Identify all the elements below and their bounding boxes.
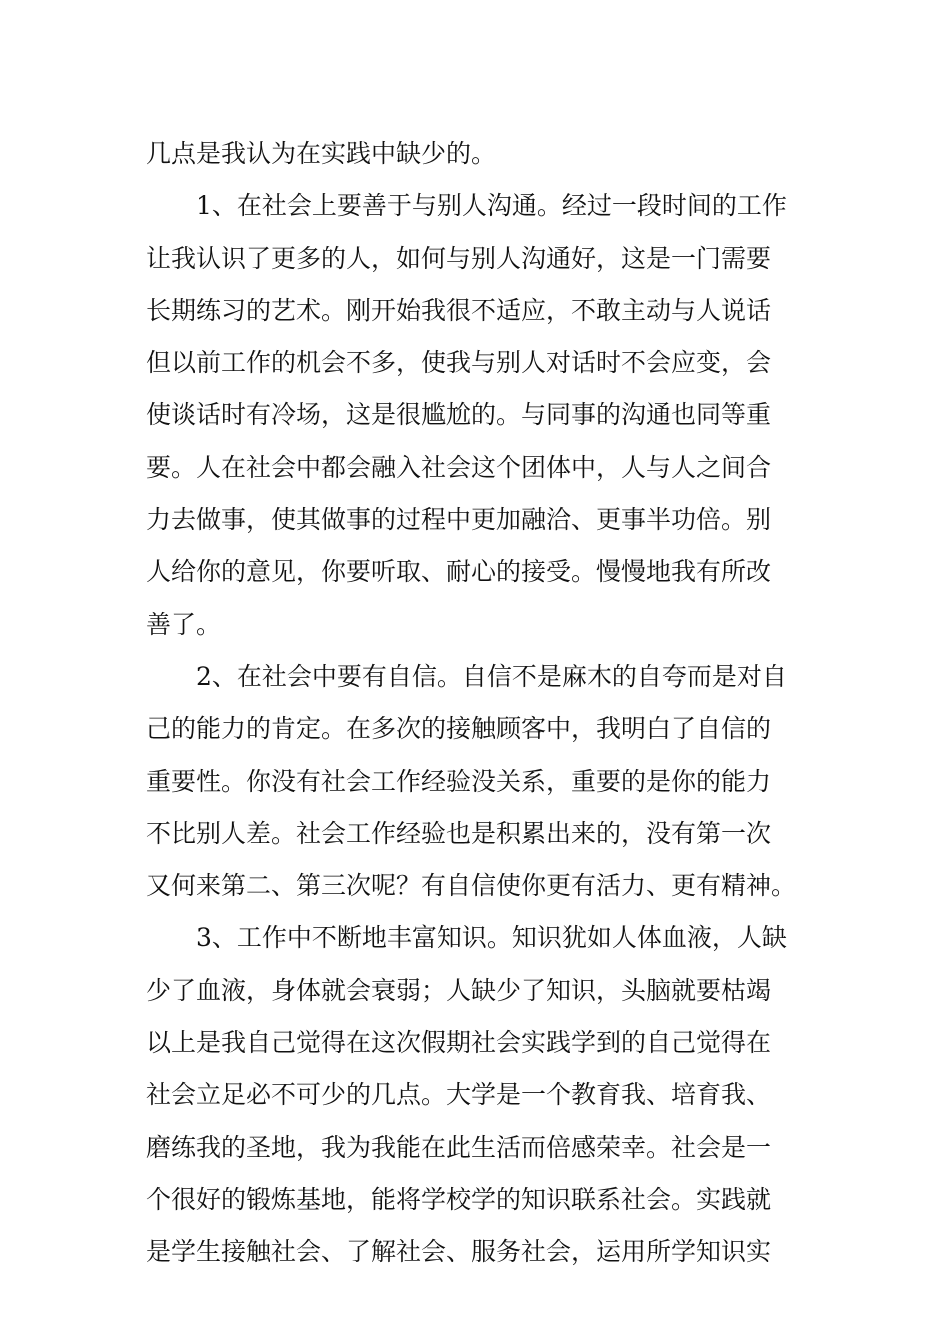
- text-line: 己的能力的肯定。在多次的接触顾客中，我明白了自信的: [146, 714, 772, 744]
- text-line: 几点是我认为在实践中缺少的。: [146, 139, 497, 168]
- text-line: 个很好的锻炼基地，能将学校学的知识联系社会。实践就: [146, 1184, 772, 1214]
- text-line: 磨练我的圣地，我为我能在此生活而倍感荣幸。社会是一: [146, 1132, 772, 1162]
- text-line: 让我认识了更多的人，如何与别人沟通好，这是一门需要: [146, 243, 772, 273]
- text-line: 社会立足必不可少的几点。大学是一个教育我、培育我、: [146, 1080, 772, 1110]
- text-line: 1、在社会上要善于与别人沟通。经过一段时间的工作: [196, 191, 787, 221]
- text-line: 长期练习的艺术。刚开始我很不适应，不敢主动与人说话: [146, 295, 772, 325]
- text-line: 要。人在社会中都会融入社会这个团体中，人与人之间合: [146, 452, 772, 482]
- document-body: [146, 128, 826, 1279]
- text-line: 2、在社会中要有自信。自信不是麻木的自夸而是对自: [196, 661, 787, 691]
- text-line: 使谈话时有冷场，这是很尴尬的。与同事的沟通也同等重: [146, 400, 772, 430]
- text-line: 少了血液，身体就会衰弱；人缺少了知识，头脑就要枯竭: [146, 975, 772, 1005]
- text-line: 以上是我自己觉得在这次假期社会实践学到的自己觉得在: [146, 1028, 772, 1058]
- text-line: 又何来第二、第三次呢？有自信使你更有活力、更有精神。: [146, 871, 797, 901]
- text-line: 是学生接触社会、了解社会、服务社会，运用所学知识实: [146, 1237, 772, 1267]
- text-line: 力去做事，使其做事的过程中更加融洽、更事半功倍。别: [146, 505, 772, 535]
- text-line: 不比别人差。社会工作经验也是积累出来的，没有第一次: [146, 818, 772, 848]
- text-line: 人给你的意见，你要听取、耐心的接受。慢慢地我有所改: [146, 557, 772, 587]
- text-line: 3、工作中不断地丰富知识。知识犹如人体血液，人缺: [196, 923, 787, 953]
- text-line: 重要性。你没有社会工作经验没关系，重要的是你的能力: [146, 766, 772, 796]
- text-line: 但以前工作的机会不多，使我与别人对话时不会应变，会: [146, 348, 772, 378]
- text-line: 善了。: [146, 609, 222, 639]
